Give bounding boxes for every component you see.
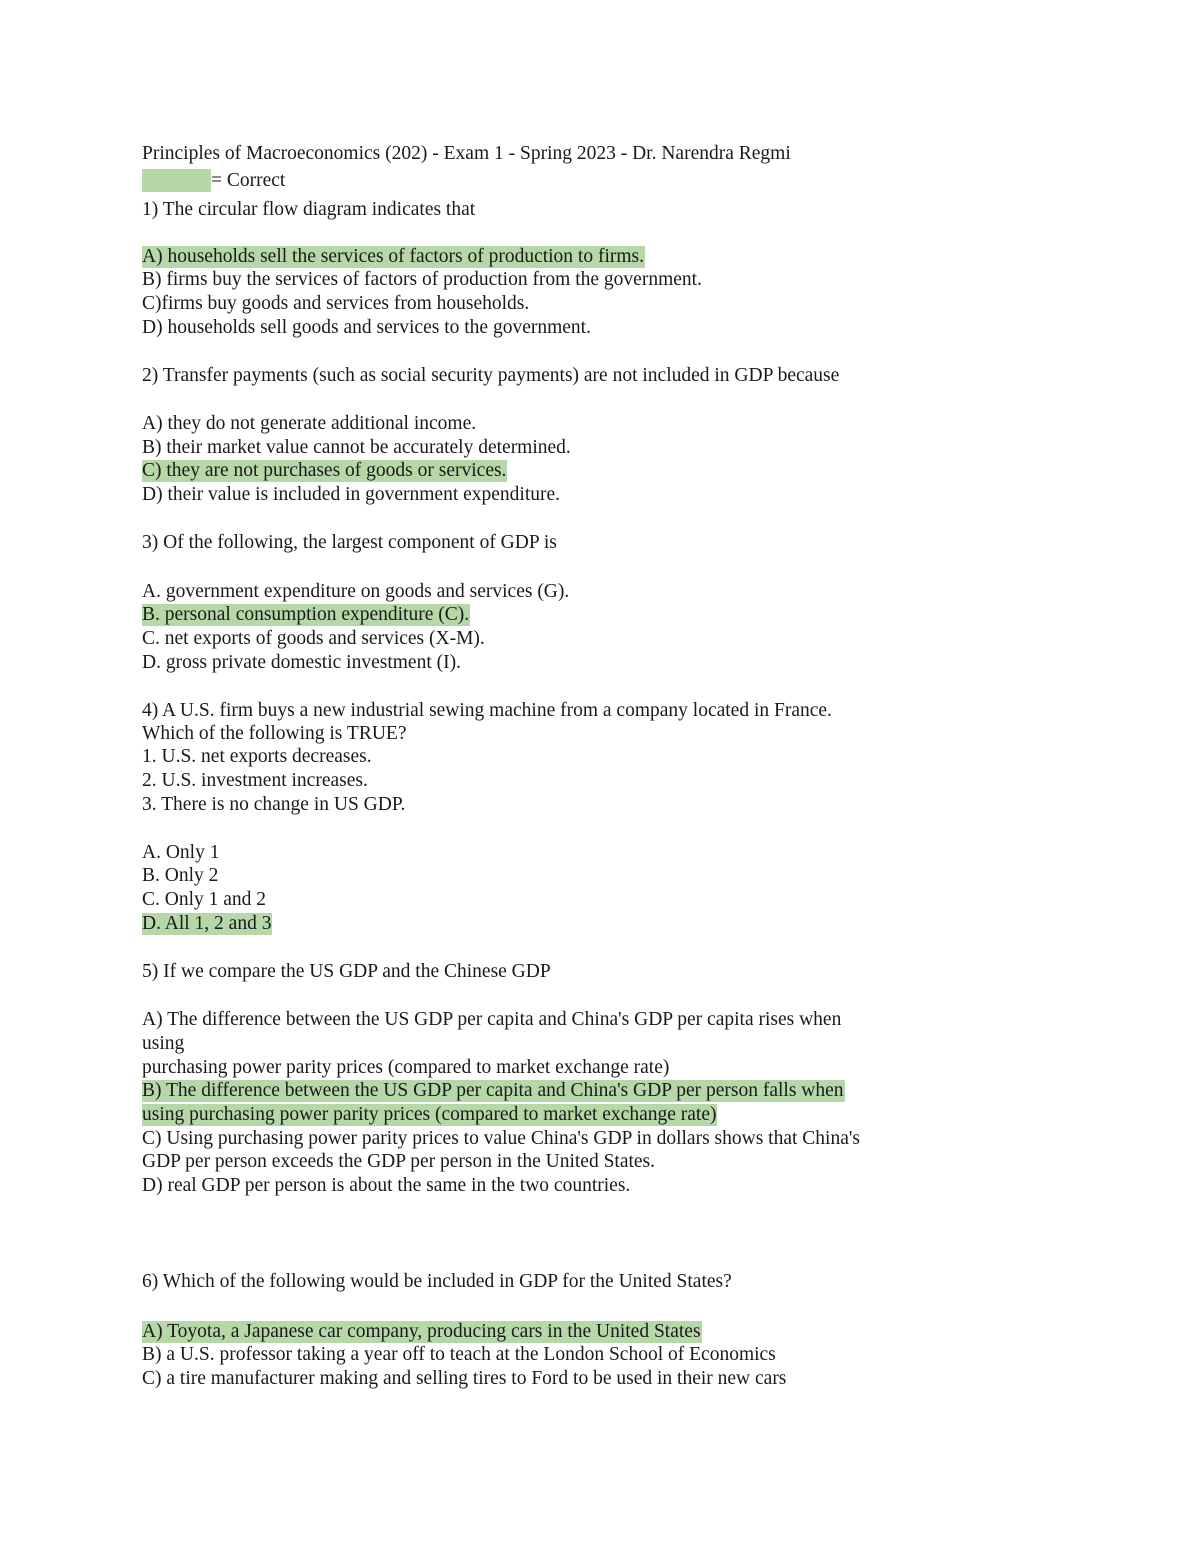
question-2-option-d: D) their value is included in government expenditure.	[142, 484, 561, 505]
question-4-option-a: A. Only 1	[142, 842, 220, 863]
exam-title	[142, 142, 791, 165]
question-5-option-a-line-3: purchasing power parity prices (compared to market exchange rate)	[142, 1057, 670, 1078]
correct-answer-highlight: D. All 1, 2 and 3	[142, 913, 272, 934]
question-1-option-c: C)firms buy goods and services from households.	[142, 293, 530, 314]
question-3-option-b	[142, 603, 470, 626]
question-3-option-a: A. government expenditure on goods and services (G).	[142, 581, 570, 602]
question-4-option-d	[142, 912, 272, 935]
question-4-statement-1: 1. U.S. net exports decreases.	[142, 746, 372, 767]
correct-answer-swatch	[142, 169, 211, 192]
correct-answer-highlight: B. personal consumption expenditure (C).	[142, 604, 470, 625]
question-6-option-a	[142, 1320, 702, 1343]
correct-answer-highlight: B) The difference between the US GDP per capita and China's GDP per person falls when	[142, 1080, 844, 1101]
question-4-statement-3: 3. There is no change in US GDP.	[142, 794, 406, 815]
question-2-text: 2) Transfer payments (such as social security payments) are not included in GDP because	[142, 365, 840, 386]
correct-answer-highlight: A) households sell the services of factors of production to firms.	[142, 246, 645, 267]
question-1-option-b: B) firms buy the services of factors of production from the government.	[142, 269, 702, 290]
exam-title-text: Principles of Macroeconomics (202) - Exam 1 - Spring 2023 - Dr. Narendra Regmi	[142, 143, 791, 164]
question-5-option-c-line-2: GDP per person exceeds the GDP per person in the United States.	[142, 1151, 656, 1172]
question-5-option-a-line-2: using	[142, 1033, 185, 1054]
correct-answer-highlight: A) Toyota, a Japanese car company, producing cars in the United States	[142, 1321, 701, 1342]
question-1-option-a	[142, 245, 645, 268]
question-1-text: 1) The circular flow diagram indicates that	[142, 199, 476, 220]
question-3-option-c: C. net exports of goods and services (X-M).	[142, 628, 485, 649]
question-5-option-b-line-1	[142, 1079, 845, 1102]
question-6-option-b: B) a U.S. professor taking a year off to teach at the London School of Economics	[142, 1344, 776, 1365]
correct-answer-highlight: C) they are not purchases of goods or services.	[142, 460, 507, 481]
question-2-option-c	[142, 459, 507, 482]
question-1-option-d: D) households sell goods and services to the government.	[142, 317, 591, 338]
correct-answer-highlight: using purchasing power parity prices (compared to market exchange rate)	[142, 1104, 717, 1125]
question-3-text: 3) Of the following, the largest component of GDP is	[142, 532, 557, 553]
legend-text: = Correct	[211, 170, 286, 191]
question-4-text-line-2: Which of the following is TRUE?	[142, 723, 407, 744]
question-5-option-c-line-1: C) Using purchasing power parity prices to value China's GDP in dollars shows that China's	[142, 1128, 860, 1149]
question-5-text: 5) If we compare the US GDP and the Chinese GDP	[142, 961, 551, 982]
question-3-option-d: D. gross private domestic investment (I).	[142, 652, 461, 673]
question-2-option-a: A) they do not generate additional income.	[142, 413, 477, 434]
question-6-text: 6) Which of the following would be included in GDP for the United States?	[142, 1271, 732, 1292]
question-4-text-line-1: 4) A U.S. firm buys a new industrial sewing machine from a company located in France.	[142, 700, 832, 721]
question-4-statement-2: 2. U.S. investment increases.	[142, 770, 368, 791]
question-4-option-b: B. Only 2	[142, 865, 219, 886]
question-6-option-c: C) a tire manufacturer making and selling tires to Ford to be used in their new cars	[142, 1368, 787, 1389]
question-5-option-d: D) real GDP per person is about the same in the two countries.	[142, 1175, 631, 1196]
question-2-option-b: B) their market value cannot be accurately determined.	[142, 437, 571, 458]
question-4-option-c: C. Only 1 and 2	[142, 889, 267, 910]
question-5-option-b-line-2	[142, 1103, 717, 1126]
question-5-option-a-line-1: A) The difference between the US GDP per capita and China's GDP per capita rises when	[142, 1009, 842, 1030]
legend	[142, 169, 285, 192]
